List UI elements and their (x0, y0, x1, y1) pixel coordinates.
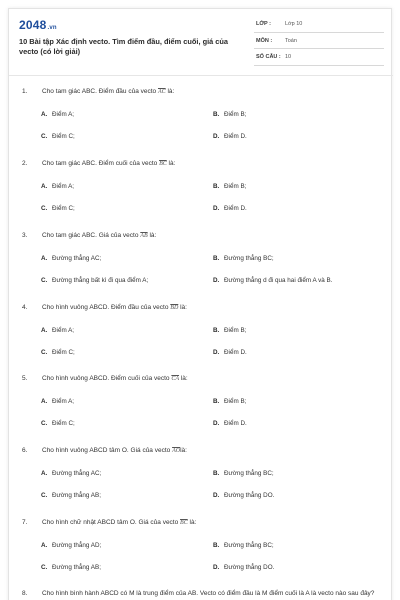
question-tail: là: (167, 88, 175, 95)
option-d[interactable] (213, 205, 247, 212)
worksheet-header (9, 9, 393, 75)
meta-label: LỚP : (256, 21, 271, 27)
option-text: Điểm B; (224, 183, 247, 190)
meta-panel (254, 19, 384, 69)
question-text (22, 231, 387, 241)
question-text (22, 518, 387, 528)
option-letter: C. (41, 492, 48, 499)
option-text: Điểm A; (52, 398, 75, 405)
option-a[interactable] (41, 183, 74, 190)
question-tail: là: (149, 232, 157, 239)
vector-symbol: $\overline{AO}$ (172, 448, 181, 454)
option-letter: D. (213, 492, 220, 499)
option-letter: A. (41, 183, 48, 190)
option-text: Đường thẳng AB; (52, 492, 101, 499)
option-d[interactable] (213, 133, 247, 140)
option-text: Điểm C; (52, 205, 75, 212)
option-letter: C. (41, 349, 48, 356)
option-text: Đường thẳng DO. (224, 564, 275, 571)
option-text: Điểm C; (52, 133, 75, 140)
logo-suffix: .vn (47, 25, 57, 31)
option-b[interactable] (213, 470, 274, 477)
option-letter: D. (213, 205, 220, 212)
vector-symbol: $\overline{BC}$ (159, 161, 167, 167)
option-letter: B. (213, 255, 220, 262)
meta-row-count (254, 52, 384, 66)
option-letter: D. (213, 420, 220, 427)
meta-value: Lớp 10 (285, 21, 303, 27)
option-c[interactable] (41, 420, 75, 427)
option-letter: B. (213, 327, 220, 334)
meta-row-subject (254, 36, 384, 50)
option-c[interactable] (41, 205, 75, 212)
question-stem: Cho hình bình hành ABCD có M là trung điểm của AB. Vecto có điểm đầu là M điểm cuối là A là vecto nào sau đây? (42, 590, 375, 597)
option-text: Đường thẳng DO. (224, 492, 275, 499)
option-a[interactable] (41, 398, 74, 405)
option-text: Đường thẳng AB; (52, 564, 101, 571)
option-letter: D. (213, 349, 220, 356)
option-b[interactable] (213, 398, 246, 405)
question-stem: Cho hình vuông ABCD. Điểm đầu của vecto (42, 304, 169, 311)
option-c[interactable] (41, 133, 75, 140)
option-text: Điểm D. (224, 205, 247, 212)
option-d[interactable] (213, 492, 274, 499)
option-b[interactable] (213, 255, 274, 262)
question-number: 7. (22, 519, 28, 526)
vector-symbol: $\overline{BD}$ (170, 305, 179, 311)
question-text (22, 87, 387, 97)
document-title: 10 Bài tập Xác định vecto. Tìm điểm đầu, điểm cuối, giá của vecto (có lời giải) (19, 37, 229, 56)
option-letter: A. (41, 255, 48, 262)
question-tail: là: (180, 447, 187, 454)
vector-symbol: $\overline{BC}$ (180, 520, 188, 526)
question-tail: là: (180, 375, 188, 382)
question-stem: Cho tam giác ABC. Điểm cuối của vecto (42, 160, 158, 167)
option-text: Đường thẳng BC; (224, 255, 274, 262)
option-letter: B. (213, 111, 220, 118)
meta-label: SỐ CÂU : (256, 54, 281, 60)
option-letter: D. (213, 133, 220, 140)
option-b[interactable] (213, 111, 246, 118)
option-c[interactable] (41, 277, 148, 284)
question-text (22, 159, 387, 169)
question-number: 8. (22, 590, 28, 597)
option-text: Điểm C; (52, 420, 75, 427)
question-number: 4. (22, 304, 28, 311)
option-d[interactable] (213, 277, 332, 284)
meta-label: MÔN : (256, 37, 273, 44)
option-text: Điểm A; (52, 183, 75, 190)
question-stem: Cho hình chữ nhật ABCD tâm O. Giá của vecto (42, 519, 179, 526)
option-letter: A. (41, 470, 48, 477)
question-number: 5. (22, 375, 28, 382)
question-tail: là: (180, 304, 187, 311)
question-tail: là: (189, 519, 197, 526)
question-number: 3. (22, 232, 28, 239)
question-stem: Cho tam giác ABC. Giá của vecto (42, 232, 139, 239)
option-letter: A. (41, 327, 48, 334)
question-stem: Cho tam giác ABC. Điểm đầu của vecto (42, 88, 157, 95)
header-divider (9, 75, 393, 76)
question-text (22, 589, 387, 598)
question-number: 6. (22, 447, 28, 454)
question-number: 2. (22, 160, 28, 167)
option-c[interactable] (41, 564, 101, 571)
option-b[interactable] (213, 327, 246, 334)
option-letter: B. (213, 470, 220, 477)
worksheet-page (8, 8, 392, 600)
meta-value: 10 (285, 54, 292, 60)
option-text: Đường thẳng AD; (52, 542, 102, 549)
option-text: Điểm B; (224, 327, 247, 334)
option-letter: C. (41, 205, 48, 212)
option-b[interactable] (213, 542, 274, 549)
option-letter: C. (41, 420, 48, 427)
option-text: Đường thẳng AC; (52, 255, 102, 262)
option-c[interactable] (41, 349, 75, 356)
option-text: Điểm B; (224, 398, 247, 405)
option-text: Điểm D. (224, 420, 247, 427)
logo-main: 2048 (19, 18, 47, 32)
question-text (22, 446, 387, 456)
question-text (22, 303, 387, 313)
option-letter: A. (41, 111, 48, 118)
option-letter: C. (41, 133, 48, 140)
option-text: Điểm A; (52, 327, 75, 334)
option-a[interactable] (41, 470, 101, 477)
question-stem: Cho hình vuông ABCD. Điểm cuối của vecto (42, 375, 170, 382)
vector-symbol: $\overline{CA}$ (171, 376, 180, 382)
option-d[interactable] (213, 420, 247, 427)
question-number: 1. (22, 88, 28, 95)
option-c[interactable] (41, 492, 101, 499)
vector-symbol: $\overline{AB}$ (140, 233, 148, 239)
option-letter: D. (213, 564, 220, 571)
meta-row-grade (254, 19, 384, 33)
option-letter: B. (213, 183, 220, 190)
option-text: Đường thẳng AC; (52, 470, 102, 477)
option-a[interactable] (41, 255, 101, 262)
option-d[interactable] (213, 349, 247, 356)
option-letter: C. (41, 564, 48, 571)
option-letter: C. (41, 277, 48, 284)
option-text: Đường thẳng BC; (224, 542, 274, 549)
option-b[interactable] (213, 183, 246, 190)
option-text: Đường thẳng d đi qua hai điểm A và B. (224, 277, 333, 284)
meta-value: Toán (285, 37, 297, 44)
option-a[interactable] (41, 111, 74, 118)
option-a[interactable] (41, 327, 74, 334)
option-text: Điểm A; (52, 111, 75, 118)
question-text (22, 374, 387, 384)
option-a[interactable] (41, 542, 101, 549)
option-text: Điểm D. (224, 349, 247, 356)
site-logo[interactable] (19, 18, 57, 32)
option-letter: A. (41, 398, 48, 405)
option-letter: D. (213, 277, 220, 284)
option-text: Đường thẳng BC; (224, 470, 274, 477)
question-stem: Cho hình vuông ABCD tâm O. Giá của vecto (42, 447, 171, 454)
option-text: Điểm C; (52, 349, 75, 356)
question-tail: là: (168, 160, 176, 167)
option-text: Điểm B; (224, 111, 247, 118)
option-text: Đường thẳng bất kì đi qua điểm A; (52, 277, 149, 284)
option-letter: A. (41, 542, 48, 549)
option-text: Điểm D. (224, 133, 247, 140)
option-letter: B. (213, 398, 220, 405)
option-d[interactable] (213, 564, 274, 571)
vector-symbol: $\overline{AC}$ (157, 89, 166, 95)
option-letter: B. (213, 542, 220, 549)
